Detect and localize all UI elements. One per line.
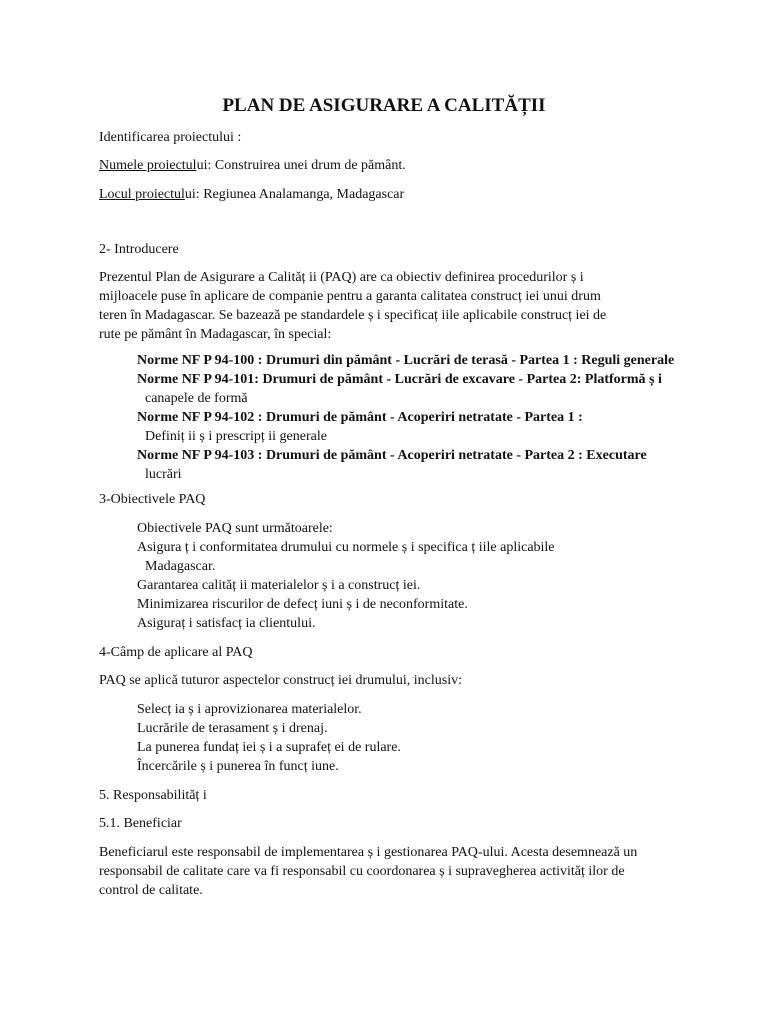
norm-item: Norme NF P 94-102 : Drumuri de pământ - Acoperiri netratate - Partea 1 : Definiț ii ș i prescripț ii generale (137, 410, 583, 444)
beneficiary-line-1: Beneficiarul este responsabil de implementarea ș i gestionarea PAQ-ului. Acesta desemnează un (99, 845, 638, 860)
scope-item: Selecț ia ș i aprovizionarea materialelor. (137, 702, 362, 717)
intro-line-1: Prezentul Plan de Asigurare a Calităț ii (PAQ) are ca obiectiv definirea procedurilor ș i (99, 270, 584, 285)
scope-heading: 4-Câmp de aplicare al PAQ (99, 645, 253, 660)
beneficiary-line-2: responsabil de calitate care va fi responsabil cu coordonarea ș i supravegherea activităț ilor de (99, 864, 625, 879)
project-name-value: ui: Construirea unei drum de pământ. (196, 158, 406, 173)
objective-item: Asigura ț i conformitatea drumului cu normele ș i specifica ț iile aplicabile Madagascar. (137, 540, 555, 574)
responsibilities-heading: 5. Responsabilităț i (99, 788, 207, 803)
objective-item: Obiectivele PAQ sunt următoarele: (137, 521, 333, 536)
scope-item: Lucrările de terasament ș i drenaj. (137, 721, 328, 736)
project-name-label: Numele proiectul (99, 158, 197, 173)
beneficiary-line-3: control de calitate. (99, 883, 203, 898)
project-name-line (99, 157, 406, 175)
intro-line-4: rute pe pământ în Madagascar, în special: (99, 327, 332, 342)
objectives-heading: 3-Obiectivele PAQ (99, 492, 206, 507)
norm-item: Norme NF P 94-101: Drumuri de pământ - Lucrări de excavare - Partea 2: Platformă ș i canapele de formă (137, 372, 662, 406)
document-title: PLAN DE ASIGURARE A CALITĂȚII (222, 95, 546, 116)
beneficiary-heading: 5.1. Beneficiar (99, 816, 182, 831)
intro-heading: 2- Introducere (99, 242, 179, 257)
scope-item: La punerea fundaț iei ș i a suprafeț ei de rulare. (137, 740, 401, 755)
norm-item: Norme NF P 94-100 : Drumuri din pământ - Lucrări de terasă - Partea 1 : Reguli generale (137, 353, 675, 368)
norm-item: Norme NF P 94-103 : Drumuri de pământ - Acoperiri netratate - Partea 2 : Executare lucrări (137, 448, 647, 482)
project-place-label: Locul proiectul (99, 187, 185, 202)
scope-item: Încercările ș i punerea în funcț iune. (137, 759, 339, 774)
objective-item: Garantarea calităț ii materialelor ș i a construcț iei. (137, 578, 421, 593)
intro-paragraph (99, 268, 669, 344)
intro-line-3: teren în Madagascar. Se bazează pe standardele ș i specificaț iile aplicabile construcț iei de (99, 308, 607, 323)
objective-item: Minimizarea riscurilor de defecț iuni ș i de neconformitate. (137, 597, 468, 612)
identification-heading: Identificarea proiectului : (99, 130, 242, 145)
beneficiary-paragraph (99, 843, 699, 900)
project-place-value: ui: Regiunea Analamanga, Madagascar (184, 187, 405, 202)
project-place-line (99, 186, 404, 204)
objective-item: Asiguraț i satisfacț ia clientului. (137, 616, 316, 631)
scope-intro: PAQ se aplică tuturor aspectelor construcț iei drumului, inclusiv: (99, 673, 463, 688)
intro-line-2: mijloacele puse în aplicare de companie pentru a garanta calitatea construcț iei unui drum (99, 289, 601, 304)
